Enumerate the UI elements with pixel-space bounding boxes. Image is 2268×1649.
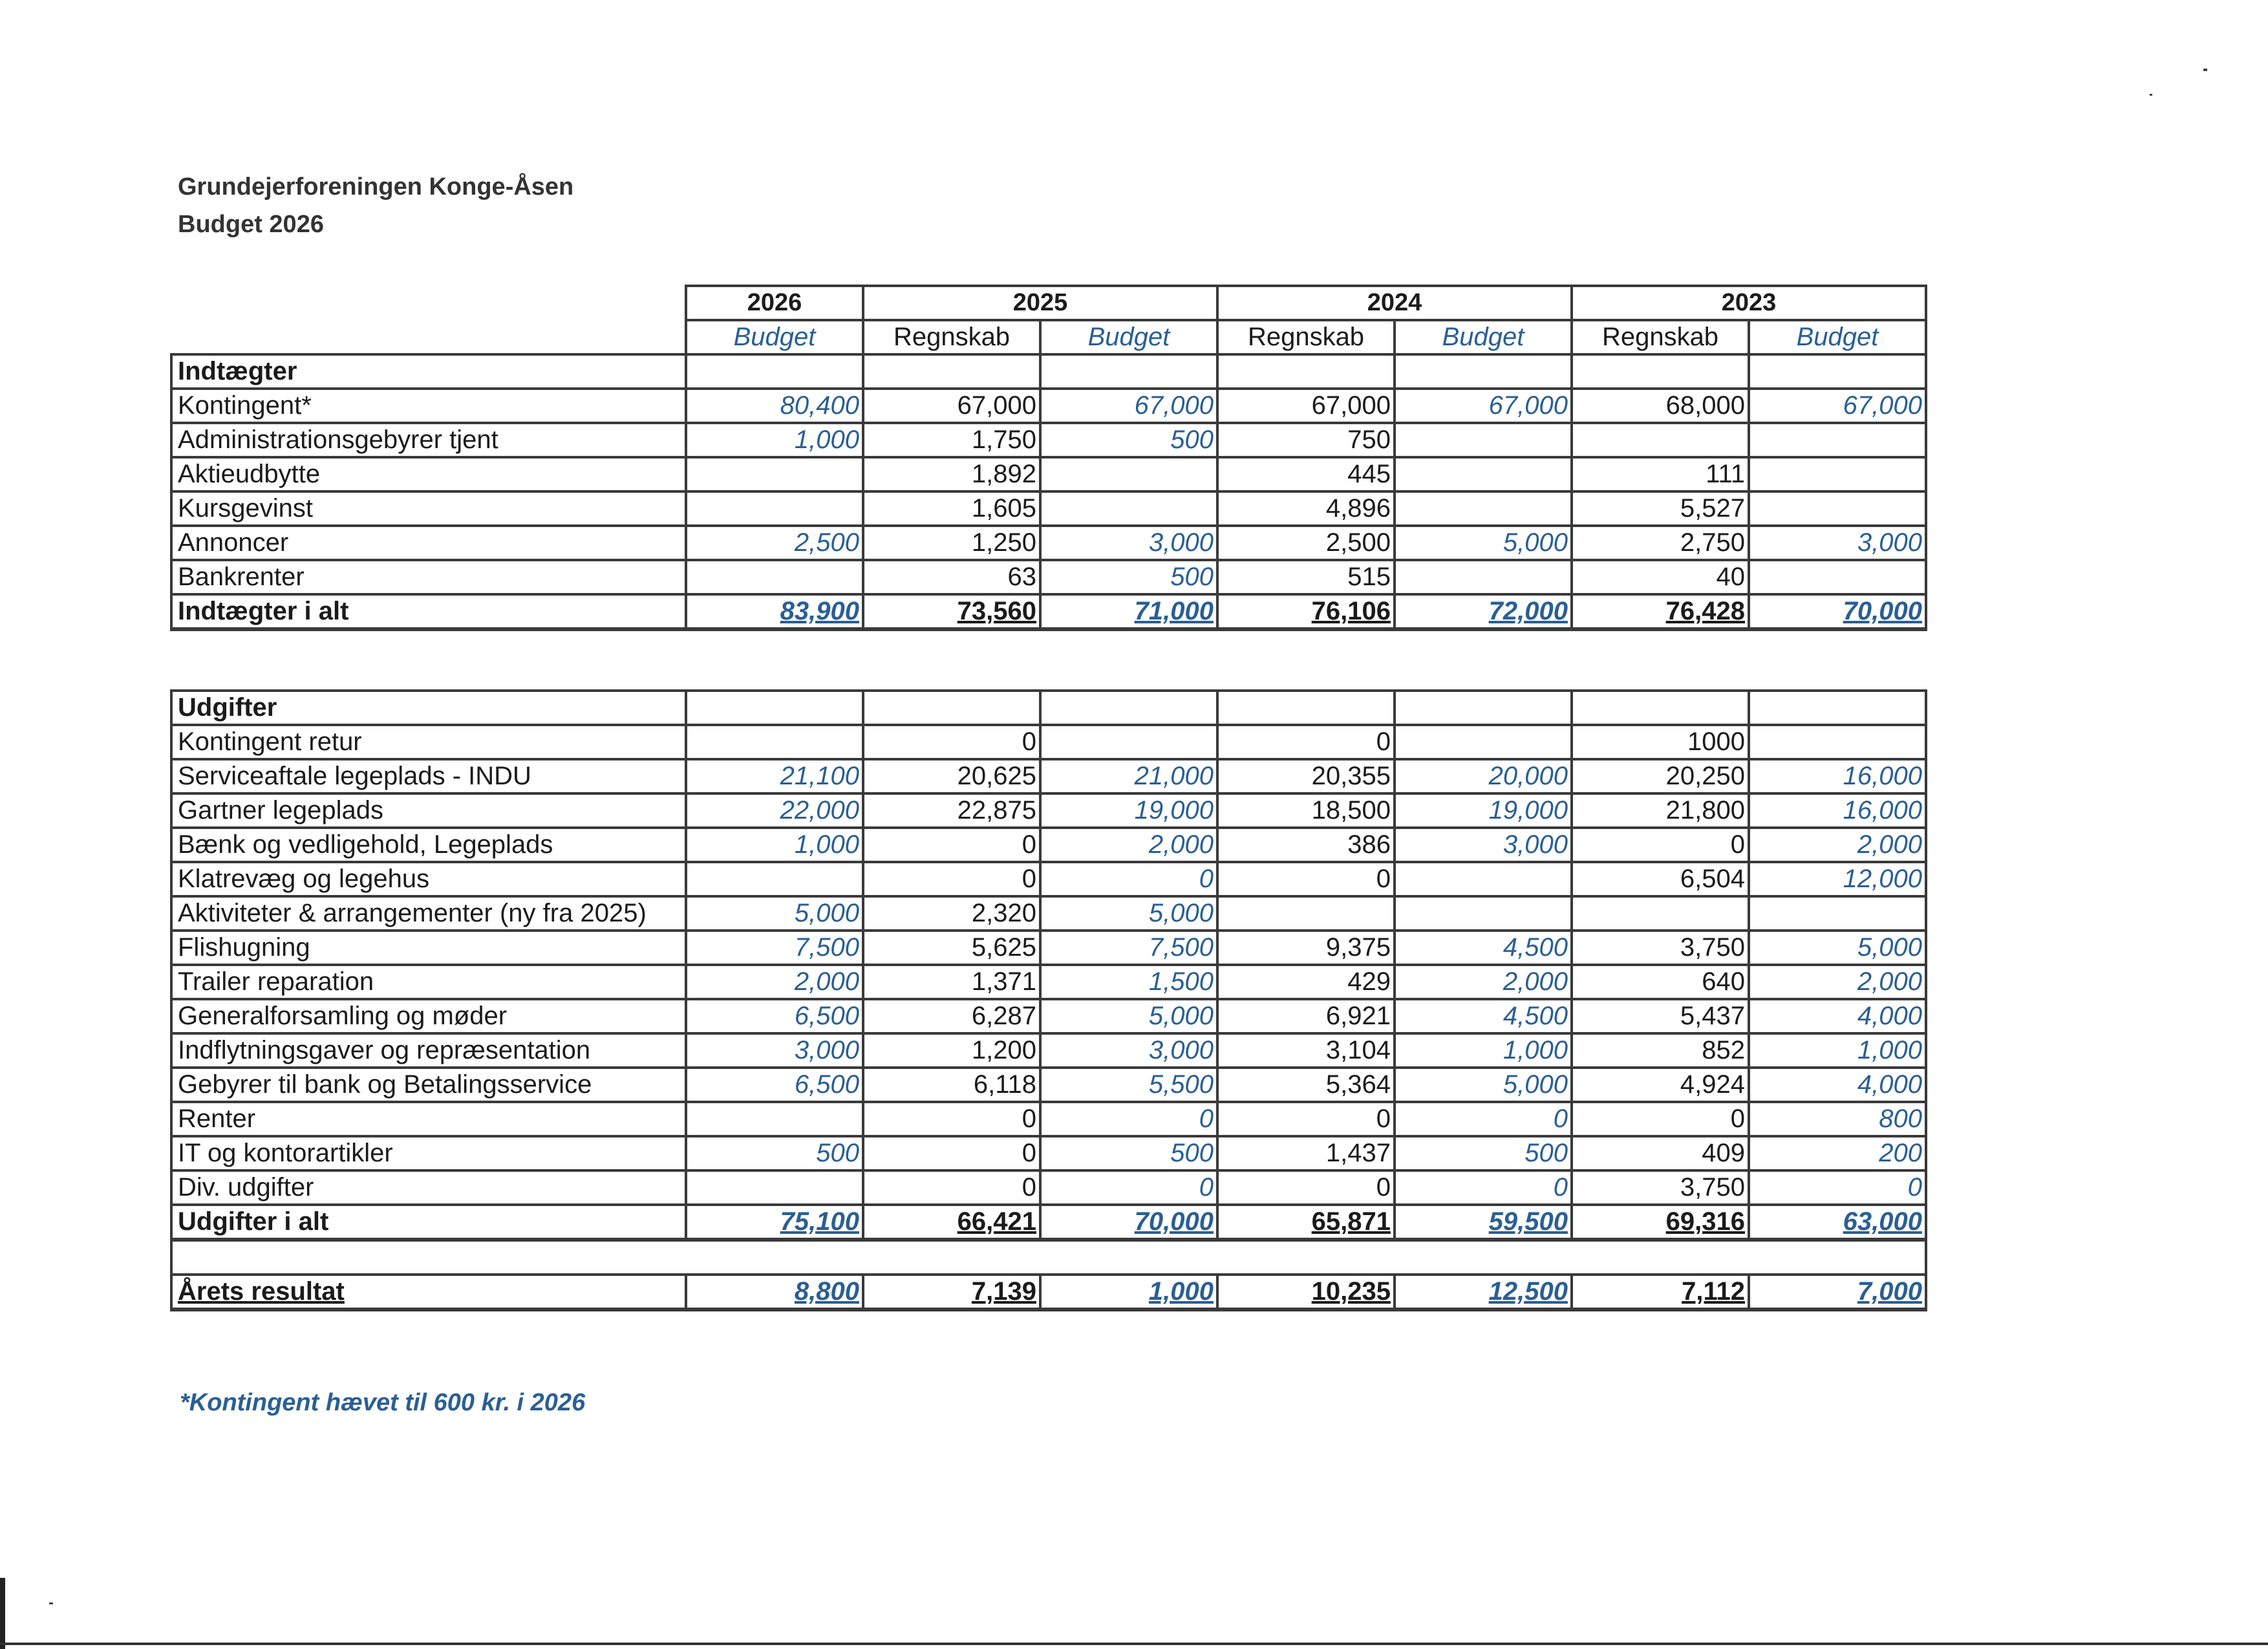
table-row (171, 793, 1926, 828)
budget-cell: 21,000 (1040, 759, 1217, 793)
budget-cell (686, 725, 863, 759)
regnskab-cell: 0 (1572, 828, 1749, 862)
budget-cell: 500 (1395, 1136, 1572, 1170)
budget-cell: 500 (1040, 560, 1217, 594)
regnskab-cell: 0 (863, 1170, 1040, 1205)
scan-dust-mark (49, 1602, 53, 1604)
regnskab-cell: 73,560 (863, 594, 1040, 629)
budget-cell: 8,800 (686, 1275, 863, 1310)
column-type-row (171, 320, 1926, 354)
row-label: Generalforsamling og møder (171, 999, 686, 1033)
document-title: Grundejerforeningen Konge-Åsen (178, 173, 574, 200)
regnskab-cell: 1,750 (863, 423, 1040, 457)
regnskab-cell: 6,921 (1217, 999, 1395, 1033)
year-header-2024: 2024 (1217, 286, 1572, 320)
empty-cell (863, 354, 1040, 389)
table-row (171, 862, 1926, 896)
budget-cell: 16,000 (1749, 793, 1926, 828)
budget-cell: 70,000 (1749, 594, 1926, 629)
budget-cell: 5,000 (1040, 896, 1217, 931)
budget-cell: 21,100 (686, 759, 863, 793)
budget-cell: 3,000 (1395, 828, 1572, 862)
row-label: Annoncer (171, 526, 686, 560)
regnskab-cell: 67,000 (863, 389, 1040, 423)
budget-cell: 75,100 (686, 1205, 863, 1240)
regnskab-cell: 2,750 (1572, 526, 1749, 560)
budget-cell (1395, 491, 1572, 526)
regnskab-cell: 750 (1217, 423, 1395, 457)
empty-cell (1749, 354, 1926, 389)
regnskab-cell: 445 (1217, 457, 1395, 491)
budget-cell: 5,000 (1395, 526, 1572, 560)
regnskab-cell: 2,320 (863, 896, 1040, 931)
header-spacer (171, 286, 686, 320)
budget-cell: 22,000 (686, 793, 863, 828)
budget-cell: 1,500 (1040, 965, 1217, 999)
row-label: Administrationsgebyrer tjent (171, 423, 686, 457)
regnskab-cell: 640 (1572, 965, 1749, 999)
row-label: Gebyrer til bank og Betalingsservice (171, 1068, 686, 1102)
regnskab-cell: 4,896 (1217, 491, 1395, 526)
budget-cell: 4,000 (1749, 999, 1926, 1033)
regnskab-cell: 0 (1217, 1170, 1395, 1205)
table-row (171, 828, 1926, 862)
budget-cell: 5,000 (686, 896, 863, 931)
regnskab-cell: 0 (1217, 862, 1395, 896)
budget-cell: 83,900 (686, 594, 863, 629)
table-row (171, 423, 1926, 457)
budget-cell (1040, 457, 1217, 491)
budget-cell: 59,500 (1395, 1205, 1572, 1240)
row-label: Aktiviteter & arrangementer (ny fra 2025) (171, 896, 686, 931)
regnskab-cell: 515 (1217, 560, 1395, 594)
section-heading: Indtægter (171, 354, 686, 389)
budget-header: Budget (686, 320, 863, 354)
budget-cell: 71,000 (1040, 594, 1217, 629)
budget-cell: 2,000 (1040, 828, 1217, 862)
budget-cell: 5,000 (1749, 931, 1926, 965)
regnskab-cell: 4,924 (1572, 1068, 1749, 1102)
budget-cell: 0 (1040, 1102, 1217, 1136)
budget-cell: 1,000 (1040, 1275, 1217, 1310)
budget-cell (1040, 491, 1217, 526)
regnskab-cell: 3,750 (1572, 931, 1749, 965)
budget-cell: 2,000 (1749, 965, 1926, 999)
table-row (171, 526, 1926, 560)
budget-cell: 12,000 (1749, 862, 1926, 896)
budget-cell: 3,000 (1749, 526, 1926, 560)
empty-cell (686, 354, 863, 389)
budget-cell: 67,000 (1395, 389, 1572, 423)
table-row (171, 491, 1926, 526)
scan-dust-mark (2150, 94, 2152, 96)
row-label: Kontingent* (171, 389, 686, 423)
row-label: Udgifter i alt (171, 1205, 686, 1240)
budget-cell: 1,000 (686, 423, 863, 457)
budget-cell: 7,500 (1040, 931, 1217, 965)
regnskab-cell: 1,437 (1217, 1136, 1395, 1170)
budget-cell: 63,000 (1749, 1205, 1926, 1240)
budget-cell: 72,000 (1395, 594, 1572, 629)
table-row (171, 560, 1926, 594)
regnskab-cell: 386 (1217, 828, 1395, 862)
budget-cell: 3,000 (1040, 1033, 1217, 1068)
regnskab-cell: 40 (1572, 560, 1749, 594)
budget-cell (1749, 423, 1926, 457)
total-row (171, 594, 1926, 629)
empty-cell (1217, 691, 1395, 725)
table-row (171, 965, 1926, 999)
budget-cell: 67,000 (1040, 389, 1217, 423)
regnskab-cell: 65,871 (1217, 1205, 1395, 1240)
empty-cell (1572, 691, 1749, 725)
regnskab-cell: 1,605 (863, 491, 1040, 526)
row-label: Kursgevinst (171, 491, 686, 526)
empty-cell (1572, 354, 1749, 389)
table-row (171, 1068, 1926, 1102)
budget-cell: 0 (1395, 1170, 1572, 1205)
expense-table (170, 689, 1927, 1311)
budget-cell (1395, 725, 1572, 759)
budget-cell (686, 491, 863, 526)
budget-cell: 6,500 (686, 999, 863, 1033)
budget-header: Budget (1749, 320, 1926, 354)
row-label: Flishugning (171, 931, 686, 965)
row-label: Indflytningsgaver og repræsentation (171, 1033, 686, 1068)
budget-cell: 6,500 (686, 1068, 863, 1102)
section-heading-row (171, 354, 1926, 389)
budget-cell: 0 (1040, 862, 1217, 896)
row-label: Serviceaftale legeplads - INDU (171, 759, 686, 793)
regnskab-cell: 1000 (1572, 725, 1749, 759)
regnskab-cell: 6,287 (863, 999, 1040, 1033)
regnskab-cell: 0 (863, 862, 1040, 896)
budget-cell (1040, 725, 1217, 759)
budget-cell: 3,000 (686, 1033, 863, 1068)
regnskab-cell (1217, 896, 1395, 931)
regnskab-header: Regnskab (863, 320, 1040, 354)
spacer-row (171, 1240, 1926, 1275)
budget-cell: 19,000 (1395, 793, 1572, 828)
row-label: Trailer reparation (171, 965, 686, 999)
regnskab-cell: 0 (863, 1102, 1040, 1136)
row-label: Renter (171, 1102, 686, 1136)
empty-cell (863, 691, 1040, 725)
budget-cell (686, 560, 863, 594)
budget-cell: 1,000 (686, 828, 863, 862)
budget-cell: 800 (1749, 1102, 1926, 1136)
budget-cell: 20,000 (1395, 759, 1572, 793)
row-label: Gartner legeplads (171, 793, 686, 828)
regnskab-cell: 0 (1217, 1102, 1395, 1136)
table-row (171, 1170, 1926, 1205)
empty-cell (686, 691, 863, 725)
regnskab-cell: 1,892 (863, 457, 1040, 491)
year-header-2025: 2025 (863, 286, 1217, 320)
regnskab-cell: 20,355 (1217, 759, 1395, 793)
regnskab-cell: 1,250 (863, 526, 1040, 560)
regnskab-cell: 1,371 (863, 965, 1040, 999)
table-row (171, 725, 1926, 759)
scan-bottom-edge (0, 1643, 2268, 1645)
row-label: Bænk og vedligehold, Legeplads (171, 828, 686, 862)
budget-cell: 500 (1040, 423, 1217, 457)
section-heading: Udgifter (171, 691, 686, 725)
budget-cell (1749, 457, 1926, 491)
regnskab-cell: 2,500 (1217, 526, 1395, 560)
table-row (171, 389, 1926, 423)
budget-cell: 500 (1040, 1136, 1217, 1170)
budget-cell: 5,000 (1395, 1068, 1572, 1102)
regnskab-cell: 22,875 (863, 793, 1040, 828)
regnskab-cell: 7,139 (863, 1275, 1040, 1310)
budget-cell: 2,500 (686, 526, 863, 560)
regnskab-cell: 76,428 (1572, 594, 1749, 629)
budget-cell: 67,000 (1749, 389, 1926, 423)
empty-cell (1395, 691, 1572, 725)
regnskab-cell: 3,104 (1217, 1033, 1395, 1068)
budget-cell: 5,500 (1040, 1068, 1217, 1102)
budget-cell: 4,500 (1395, 999, 1572, 1033)
table-row (171, 931, 1926, 965)
table-row (171, 896, 1926, 931)
regnskab-cell: 5,527 (1572, 491, 1749, 526)
regnskab-cell: 6,118 (863, 1068, 1040, 1102)
budget-cell: 16,000 (1749, 759, 1926, 793)
row-label: IT og kontorartikler (171, 1136, 686, 1170)
regnskab-cell: 63 (863, 560, 1040, 594)
budget-cell: 70,000 (1040, 1205, 1217, 1240)
year-header-2026: 2026 (686, 286, 863, 320)
budget-cell: 0 (1040, 1170, 1217, 1205)
budget-cell: 0 (1749, 1170, 1926, 1205)
total-row (171, 1205, 1926, 1240)
table-row (171, 1033, 1926, 1068)
regnskab-cell: 5,437 (1572, 999, 1749, 1033)
regnskab-cell: 66,421 (863, 1205, 1040, 1240)
budget-cell (686, 1102, 863, 1136)
footnote: *Kontingent hævet til 600 kr. i 2026 (180, 1389, 586, 1416)
year-header-row (171, 286, 1926, 320)
regnskab-cell: 18,500 (1217, 793, 1395, 828)
regnskab-cell: 6,504 (1572, 862, 1749, 896)
scan-dust-mark (2203, 69, 2207, 71)
budget-cell (686, 1170, 863, 1205)
section-heading-row (171, 691, 1926, 725)
row-label: Klatrevæg og legehus (171, 862, 686, 896)
budget-cell: 7,000 (1749, 1275, 1926, 1310)
table-row (171, 759, 1926, 793)
budget-cell: 500 (686, 1136, 863, 1170)
empty-cell (1217, 354, 1395, 389)
budget-cell: 200 (1749, 1136, 1926, 1170)
row-label: Aktieudbytte (171, 457, 686, 491)
budget-cell: 1,000 (1395, 1033, 1572, 1068)
row-label: Kontingent retur (171, 725, 686, 759)
income-table (170, 285, 1927, 631)
budget-header: Budget (1395, 320, 1572, 354)
regnskab-cell: 0 (1217, 725, 1395, 759)
regnskab-cell (1572, 423, 1749, 457)
budget-cell (1395, 560, 1572, 594)
table-row (171, 999, 1926, 1033)
row-label: Div. udgifter (171, 1170, 686, 1205)
regnskab-cell: 3,750 (1572, 1170, 1749, 1205)
budget-header: Budget (1040, 320, 1217, 354)
budget-cell: 3,000 (1040, 526, 1217, 560)
budget-cell (686, 457, 863, 491)
budget-cell: 12,500 (1395, 1275, 1572, 1310)
budget-cell (1749, 560, 1926, 594)
regnskab-cell: 1,200 (863, 1033, 1040, 1068)
regnskab-cell: 76,106 (1217, 594, 1395, 629)
total-row (171, 1275, 1926, 1310)
spacer-cell (171, 1240, 1926, 1275)
regnskab-cell: 111 (1572, 457, 1749, 491)
regnskab-header: Regnskab (1217, 320, 1395, 354)
budget-cell: 2,000 (686, 965, 863, 999)
budget-cell: 2,000 (1749, 828, 1926, 862)
budget-cell (1395, 423, 1572, 457)
budget-cell: 4,500 (1395, 931, 1572, 965)
budget-cell: 2,000 (1395, 965, 1572, 999)
regnskab-cell: 429 (1217, 965, 1395, 999)
table-row (171, 1136, 1926, 1170)
budget-cell: 1,000 (1749, 1033, 1926, 1068)
regnskab-cell: 5,625 (863, 931, 1040, 965)
regnskab-cell: 7,112 (1572, 1275, 1749, 1310)
regnskab-cell: 5,364 (1217, 1068, 1395, 1102)
regnskab-cell: 0 (863, 828, 1040, 862)
regnskab-cell: 0 (863, 1136, 1040, 1170)
budget-cell (1749, 491, 1926, 526)
regnskab-cell: 67,000 (1217, 389, 1395, 423)
empty-cell (1749, 691, 1926, 725)
budget-cell: 0 (1395, 1102, 1572, 1136)
budget-cell (1749, 896, 1926, 931)
regnskab-cell: 10,235 (1217, 1275, 1395, 1310)
budget-cell (1395, 457, 1572, 491)
budget-cell (1395, 862, 1572, 896)
table-row (171, 1102, 1926, 1136)
empty-cell (1040, 354, 1217, 389)
budget-cell (1395, 896, 1572, 931)
regnskab-header: Regnskab (1572, 320, 1749, 354)
regnskab-cell: 0 (1572, 1102, 1749, 1136)
regnskab-cell: 68,000 (1572, 389, 1749, 423)
year-header-2023: 2023 (1572, 286, 1926, 320)
empty-cell (1040, 691, 1217, 725)
row-label: Bankrenter (171, 560, 686, 594)
header-spacer (171, 320, 686, 354)
regnskab-cell: 21,800 (1572, 793, 1749, 828)
regnskab-cell: 852 (1572, 1033, 1749, 1068)
regnskab-cell: 9,375 (1217, 931, 1395, 965)
budget-cell (686, 862, 863, 896)
budget-cell: 7,500 (686, 931, 863, 965)
regnskab-cell: 0 (863, 725, 1040, 759)
budget-cell: 4,000 (1749, 1068, 1926, 1102)
budget-cell: 5,000 (1040, 999, 1217, 1033)
scan-edge-mark (0, 1578, 5, 1649)
row-label: Årets resultat (171, 1275, 686, 1310)
budget-cell: 19,000 (1040, 793, 1217, 828)
table-row (171, 457, 1926, 491)
regnskab-cell: 20,250 (1572, 759, 1749, 793)
regnskab-cell: 20,625 (863, 759, 1040, 793)
row-label: Indtægter i alt (171, 594, 686, 629)
regnskab-cell: 409 (1572, 1136, 1749, 1170)
empty-cell (1395, 354, 1572, 389)
document-subtitle: Budget 2026 (178, 211, 324, 238)
budget-cell (1749, 725, 1926, 759)
regnskab-cell (1572, 896, 1749, 931)
budget-cell: 80,400 (686, 389, 863, 423)
regnskab-cell: 69,316 (1572, 1205, 1749, 1240)
